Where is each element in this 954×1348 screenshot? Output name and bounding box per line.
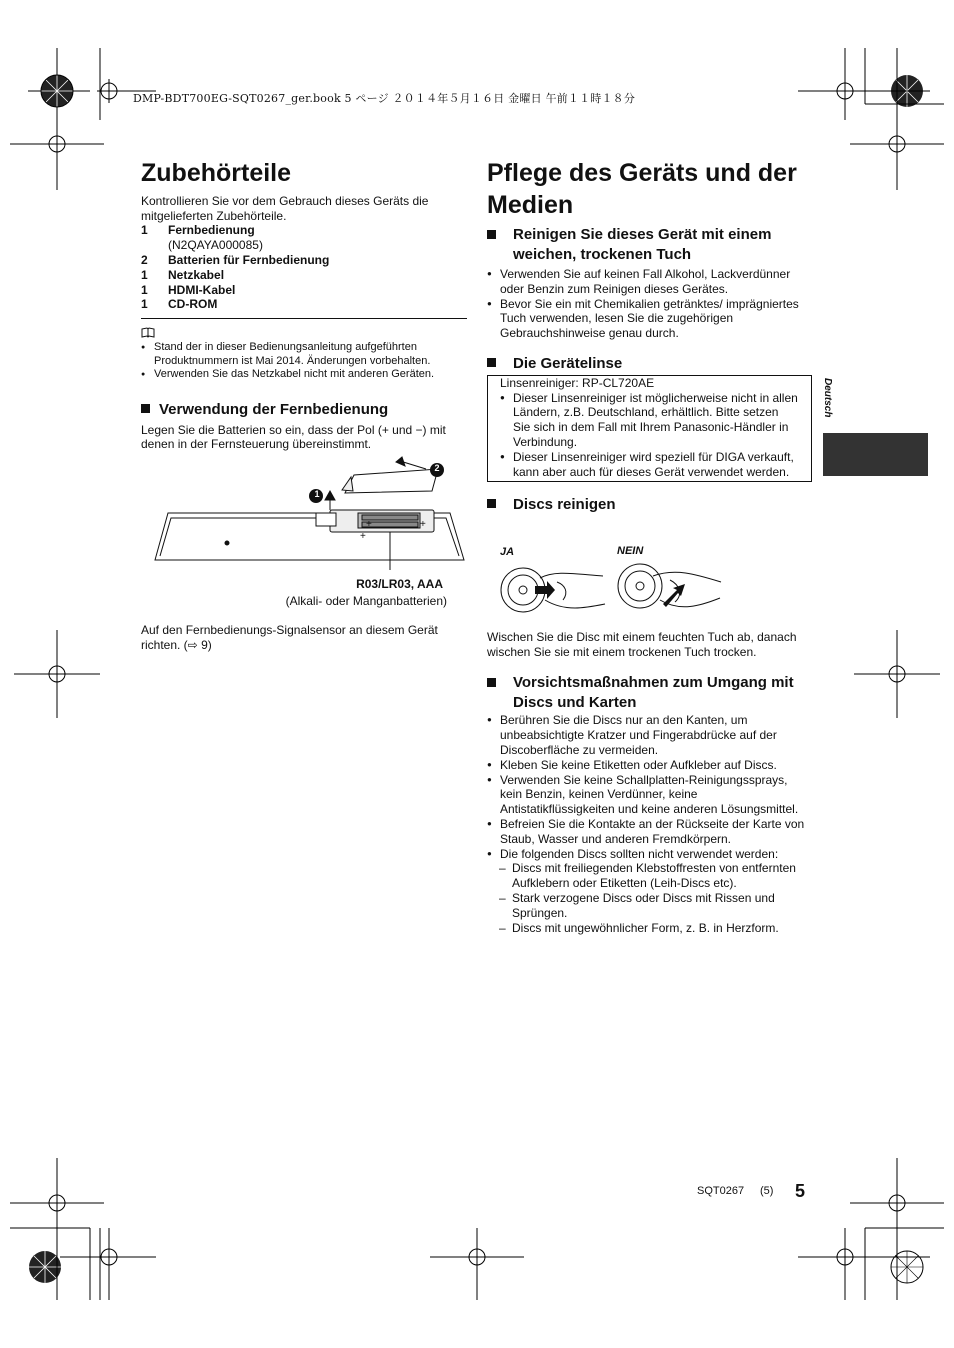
footer-code: SQT0267 — [697, 1185, 745, 1197]
list-item: ● Verwenden Sie keine Schallplatten-Reinigungssprays, kein Benzin, keinen Verdünner, keine Antistatikflüssigkeiten und keine anderen Lösungsmittel. — [487, 773, 812, 817]
item-name: Netzkabel — [168, 267, 225, 282]
page-number: 5 — [795, 1181, 806, 1201]
language-tab — [823, 433, 928, 476]
ja-label: JA — [500, 546, 515, 558]
svg-text:+: + — [420, 519, 426, 530]
qty: 1 — [141, 223, 148, 238]
table-row — [141, 297, 329, 312]
table-row — [141, 283, 329, 298]
list-item: ● Stand der in dieser Bedienungsanleitung aufgeführten Produktnummern ist Mai 2014. Änderungen vorbehalten. — [141, 341, 467, 368]
heading-text: Die Gerätelinse — [513, 354, 623, 372]
list-item: – Discs mit ungewöhnlicher Form, z. B. in Herzform. — [487, 921, 812, 936]
right-column — [487, 157, 812, 515]
list-item: – Stark verzogene Discs oder Discs mit Rissen und Sprüngen. — [487, 891, 812, 921]
heading-discs — [487, 495, 812, 515]
square-bullet-icon — [487, 230, 496, 239]
list-item: ● Verwenden Sie das Netzkabel nicht mit anderen Geräten. — [141, 368, 467, 382]
svg-text:+: + — [366, 519, 372, 530]
clean-list — [487, 267, 812, 341]
item-name: CD-ROM — [168, 297, 218, 312]
left-column — [141, 157, 467, 452]
language-label — [815, 378, 837, 430]
notes-list — [141, 341, 467, 382]
svg-text:+: + — [360, 531, 366, 542]
list-item: – Discs mit freiliegenden Klebstoffresten von entfernten Aufklebern oder Etiketten (Leih-Discs etc). — [487, 861, 812, 891]
item-name: Fernbedienung — [168, 223, 255, 238]
lens-box — [487, 375, 812, 482]
qty: 1 — [141, 267, 148, 282]
discs-text: Wischen Sie die Disc mit einem feuchten Tuch ab, danach wischen Sie sie mit einem trockenen Tuch trocken. — [487, 630, 797, 659]
divider — [141, 318, 467, 319]
list-item: ● Berühren Sie die Discs nur an den Kanten, um unbeabsichtigte Kratzer und Fingerabdrücke auf der Discoberfläche zu vermeiden. — [487, 713, 812, 757]
sensor-text — [141, 623, 467, 652]
list-item: ● Bevor Sie ein mit Chemikalien getränktes/ imprägniertes Tuch verwenden, lesen Sie die zugehörigen Gebrauchshinweise genau durch. — [487, 297, 812, 341]
page-title-accessories: Zubehörteile — [141, 159, 292, 187]
qty: 1 — [141, 282, 148, 297]
heading-text: Verwendung der Fernbedienung — [159, 400, 389, 418]
table-row — [141, 223, 329, 253]
square-bullet-icon — [487, 678, 496, 687]
book-icon — [141, 327, 155, 338]
heading-care — [487, 673, 812, 713]
square-bullet-icon — [141, 404, 150, 413]
heading-clean — [487, 225, 812, 265]
print-header: DMP-BDT700EG-SQT0267_ger.book 5 ページ ２０１４年５月１６日 金曜日 午前１１時１８分 — [133, 92, 636, 105]
heading-text: Discs reinigen — [513, 496, 616, 514]
list-item: ● Kleben Sie keine Etiketten oder Aufkleber auf Discs. — [487, 758, 812, 773]
remote-text: Legen Sie die Batterien so ein, dass der Pol (+ und −) mit denen in der Fernsteuerung übereinstimmt. — [141, 422, 446, 452]
page-title-care: Pflege des Geräts und der Medien — [487, 159, 797, 219]
table-row — [141, 268, 329, 283]
list-item: ● Die folgenden Discs sollten nicht verwendet werden: — [487, 847, 812, 862]
nein-label: NEIN — [617, 545, 644, 557]
disc-cleaning-figure — [495, 560, 730, 620]
step-1-label: 1 — [314, 489, 320, 499]
qty: 2 — [141, 253, 148, 267]
heading-text: Vorsichtsmaßnahmen zum Umgang mit Discs und Karten — [513, 674, 794, 712]
battery-sub-label: (Alkali- oder Manganbatterien) — [285, 594, 447, 608]
heading-remote — [141, 400, 467, 420]
list-item: ● Befreien Sie die Kontakte an der Rückseite der Karte von Staub, Wasser und anderen Fremdkörpern. — [487, 817, 812, 847]
qty: 1 — [141, 297, 148, 312]
item-name: HDMI-Kabel — [168, 282, 236, 297]
care-list — [487, 713, 812, 861]
square-bullet-icon — [487, 358, 496, 367]
sensor-text-paragraph: Auf den Fernbedienungs-Signalsensor an diesem Gerät richten. (⇨ 9) — [141, 623, 438, 652]
list-item: ● Verwenden Sie auf keinen Fall Alkohol, Lackverdünner oder Benzin zum Reinigen dieses Gerätes. — [487, 267, 812, 297]
list-item: ● Dieser Linsenreiniger ist möglicherweise nicht in allen Ländern, z.B. Deutschland, erhältlich. Bitte setzen Sie sich in dem Fall mit Ihrem Panasonic-Händler in Verbindung. — [500, 391, 799, 450]
footer-paren: (5) — [760, 1185, 774, 1197]
item-name: Batterien für Fernbedienung — [168, 253, 330, 267]
accessories-intro: Kontrollieren Sie vor dem Gebrauch dieses Geräts die mitgelieferten Zubehörteile. — [141, 194, 429, 223]
heading-text: Reinigen Sie dieses Gerät mit einem weichen, trockenen Tuch — [513, 226, 772, 263]
language-label-text: Deutsch — [822, 378, 833, 418]
lens-list — [500, 391, 799, 480]
battery-label: R03/LR03, AAA — [356, 577, 443, 591]
item-sub: (N2QAYA000085) — [168, 238, 263, 253]
discs-text-block — [487, 630, 812, 935]
accessories-table — [141, 223, 329, 312]
remote-battery-figure — [150, 455, 470, 575]
table-row — [141, 253, 329, 268]
heading-lens — [487, 354, 812, 374]
square-bullet-icon — [487, 499, 496, 508]
list-item: ● Dieser Linsenreiniger wird speziell für DIGA verkauft, kann aber auch für dieses Gerät verwendet werden. — [500, 450, 799, 480]
step-2-label: 2 — [434, 463, 440, 473]
care-dash-list — [487, 861, 812, 935]
lens-box-title: Linsenreiniger: RP-CL720AE — [500, 375, 655, 390]
